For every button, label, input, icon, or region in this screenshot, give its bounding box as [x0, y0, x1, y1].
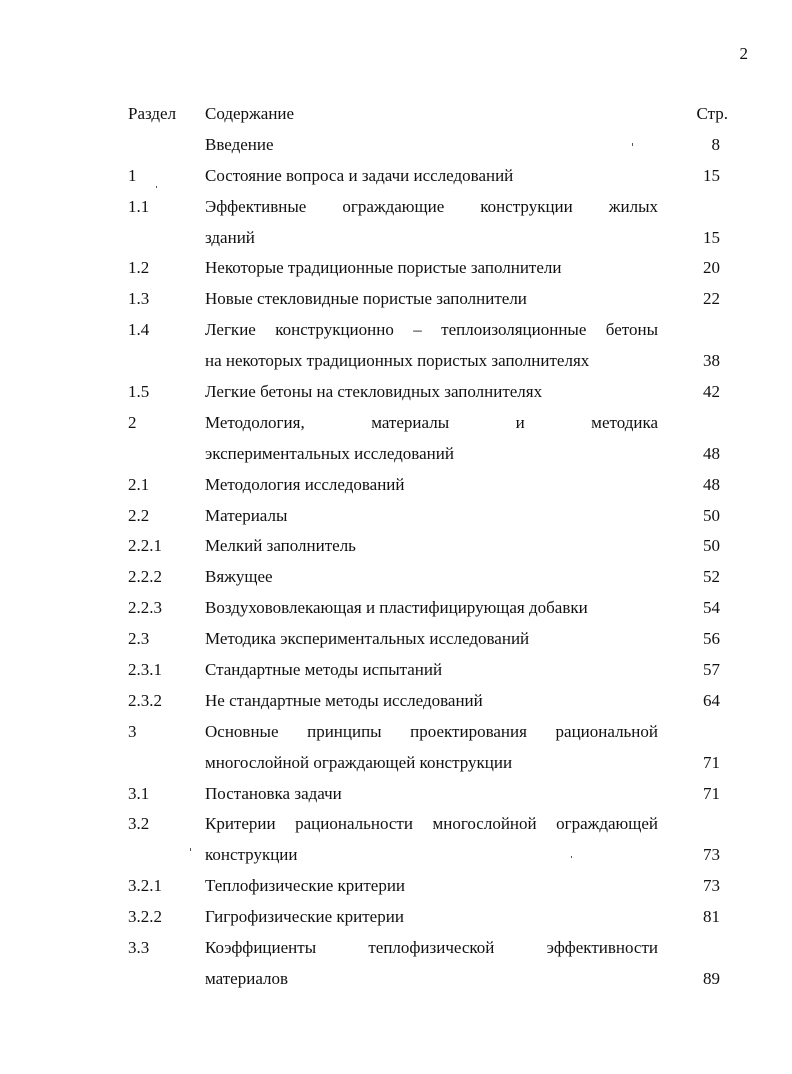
scan-speck — [156, 186, 157, 188]
page-number: 2 — [739, 44, 748, 63]
toc-entry-title: Методология исследований — [205, 474, 405, 494]
toc-section-number: 3.3 — [128, 938, 150, 958]
toc-entry-title: Легкие бетоны на стекловидных заполнителях — [205, 382, 543, 402]
toc-row — [0, 439, 792, 470]
toc-page-number: 50 — [703, 505, 720, 525]
toc-section-number: 3.2 — [128, 814, 150, 834]
toc-row — [0, 871, 792, 902]
toc-row — [0, 686, 792, 717]
toc-section-number: 1 — [128, 165, 137, 185]
toc-section-number: 3.1 — [128, 783, 150, 803]
toc-entry-title: Методика экспериментальных исследований — [205, 629, 530, 649]
toc-page-number: 71 — [703, 752, 720, 772]
toc-row — [0, 284, 792, 315]
toc-page-number: 15 — [703, 165, 720, 185]
toc-page-number: 81 — [703, 907, 720, 927]
toc-page-number: 38 — [703, 351, 720, 371]
toc-row — [0, 902, 792, 933]
toc-row — [0, 161, 792, 192]
toc-row — [0, 531, 792, 562]
toc-entry-title: на некоторых традиционных пористых заполнителях — [205, 351, 590, 371]
toc-entry-title: Некоторые традиционные пористые заполнители — [205, 258, 562, 278]
toc-rows — [0, 130, 792, 995]
toc-row — [0, 223, 792, 254]
toc-section-number: 1.3 — [128, 289, 150, 309]
toc-section-number: 2.2.3 — [128, 598, 162, 618]
toc-row — [0, 408, 792, 439]
toc-entry-title: Состояние вопроса и задачи исследований — [205, 165, 514, 185]
toc-row — [0, 933, 792, 964]
toc-section-number: 2.3 — [128, 629, 150, 649]
toc-page-number: 15 — [703, 227, 720, 247]
toc-entry-title: Критерии рациональности многослойной ограждающей — [205, 814, 658, 834]
toc-section-number: 3 — [128, 721, 137, 741]
toc-page-number: 57 — [703, 660, 720, 680]
toc-entry-title: Мелкий заполнитель — [205, 536, 356, 556]
toc-section-number: 2 — [128, 412, 137, 432]
toc-page-number: 42 — [703, 382, 720, 402]
toc-row — [0, 655, 792, 686]
toc-row — [0, 377, 792, 408]
toc-section-number: 2.1 — [128, 474, 150, 494]
toc-section-number: 2.3.1 — [128, 660, 162, 680]
header-page-label: Стр. — [696, 104, 728, 123]
toc-page-number: 64 — [703, 690, 720, 710]
toc-entry-title: Постановка задачи — [205, 783, 342, 803]
toc-section-number: 2.2 — [128, 505, 150, 525]
toc-section-number: 2.2.1 — [128, 536, 162, 556]
toc-entry-title: экспериментальных исследований — [205, 443, 454, 463]
toc-row — [0, 964, 792, 995]
toc-entry-title: Стандартные методы испытаний — [205, 660, 443, 680]
toc-page-number: 52 — [703, 567, 720, 587]
toc-entry-title: Коэффициенты теплофизической эффективности — [205, 938, 658, 958]
toc-section-number: 2.2.2 — [128, 567, 162, 587]
toc-entry-title: конструкции — [205, 845, 298, 865]
toc-page-number: 22 — [703, 289, 720, 309]
toc-page-number: 73 — [703, 876, 720, 896]
toc-row — [0, 779, 792, 810]
toc-page-number: 8 — [711, 134, 720, 154]
toc-section-number: 1.4 — [128, 320, 150, 340]
scan-speck — [190, 848, 191, 851]
toc-entry-title: многослойной ограждающей конструкции — [205, 752, 513, 772]
toc-entry-title: Не стандартные методы исследований — [205, 690, 483, 710]
toc-section-number: 3.2.1 — [128, 876, 162, 896]
toc-row — [0, 624, 792, 655]
toc-row — [0, 346, 792, 377]
toc-entry-title: Материалы — [205, 505, 288, 525]
toc-section-number: 1.5 — [128, 382, 150, 402]
table-of-contents — [0, 99, 792, 995]
toc-entry-title: зданий — [205, 227, 255, 247]
toc-page-number: 56 — [703, 629, 720, 649]
toc-page-number: 50 — [703, 536, 720, 556]
toc-section-number: 3.2.2 — [128, 907, 162, 927]
toc-entry-title: Методология, материалы и методика — [205, 412, 658, 432]
scan-speck — [571, 856, 572, 858]
toc-entry-title: Воздухововлекающая и пластифицирующая добавки — [205, 598, 588, 618]
toc-page-number: 73 — [703, 845, 720, 865]
toc-row — [0, 192, 792, 223]
toc-entry-title: Эффективные ограждающие конструкции жилых — [205, 196, 658, 216]
toc-section-number: 1.1 — [128, 196, 150, 216]
toc-row — [0, 501, 792, 532]
toc-page-number: 54 — [703, 598, 720, 618]
toc-entry-title: Гигрофизические критерии — [205, 907, 404, 927]
toc-section-number: 2.3.2 — [128, 690, 162, 710]
toc-entry-title: Введение — [205, 134, 274, 154]
toc-entry-title: материалов — [205, 968, 289, 988]
toc-page-number: 20 — [703, 258, 720, 278]
toc-entry-title: Вяжущее — [205, 567, 273, 587]
toc-row — [0, 840, 792, 871]
toc-row — [0, 470, 792, 501]
toc-page-number: 48 — [703, 443, 720, 463]
toc-header — [0, 99, 792, 130]
toc-entry-title: Легкие конструкционно – теплоизоляционные бетоны — [205, 320, 658, 340]
toc-entry-title: Основные принципы проектирования рациональной — [205, 721, 658, 741]
toc-entry-title: Теплофизические критерии — [205, 876, 406, 896]
toc-row — [0, 562, 792, 593]
toc-row — [0, 315, 792, 346]
toc-page-number: 89 — [703, 968, 720, 988]
toc-page-number: 71 — [703, 783, 720, 803]
toc-entry-title: Новые стекловидные пористые заполнители — [205, 289, 527, 309]
toc-row — [0, 717, 792, 748]
toc-page-number: 48 — [703, 474, 720, 494]
toc-row — [0, 593, 792, 624]
toc-row — [0, 130, 792, 161]
toc-row — [0, 748, 792, 779]
scan-speck — [632, 143, 633, 146]
header-section-label: Раздел — [128, 104, 177, 123]
toc-section-number: 1.2 — [128, 258, 150, 278]
header-title-label: Содержание — [205, 104, 295, 123]
toc-row — [0, 253, 792, 284]
toc-row — [0, 809, 792, 840]
